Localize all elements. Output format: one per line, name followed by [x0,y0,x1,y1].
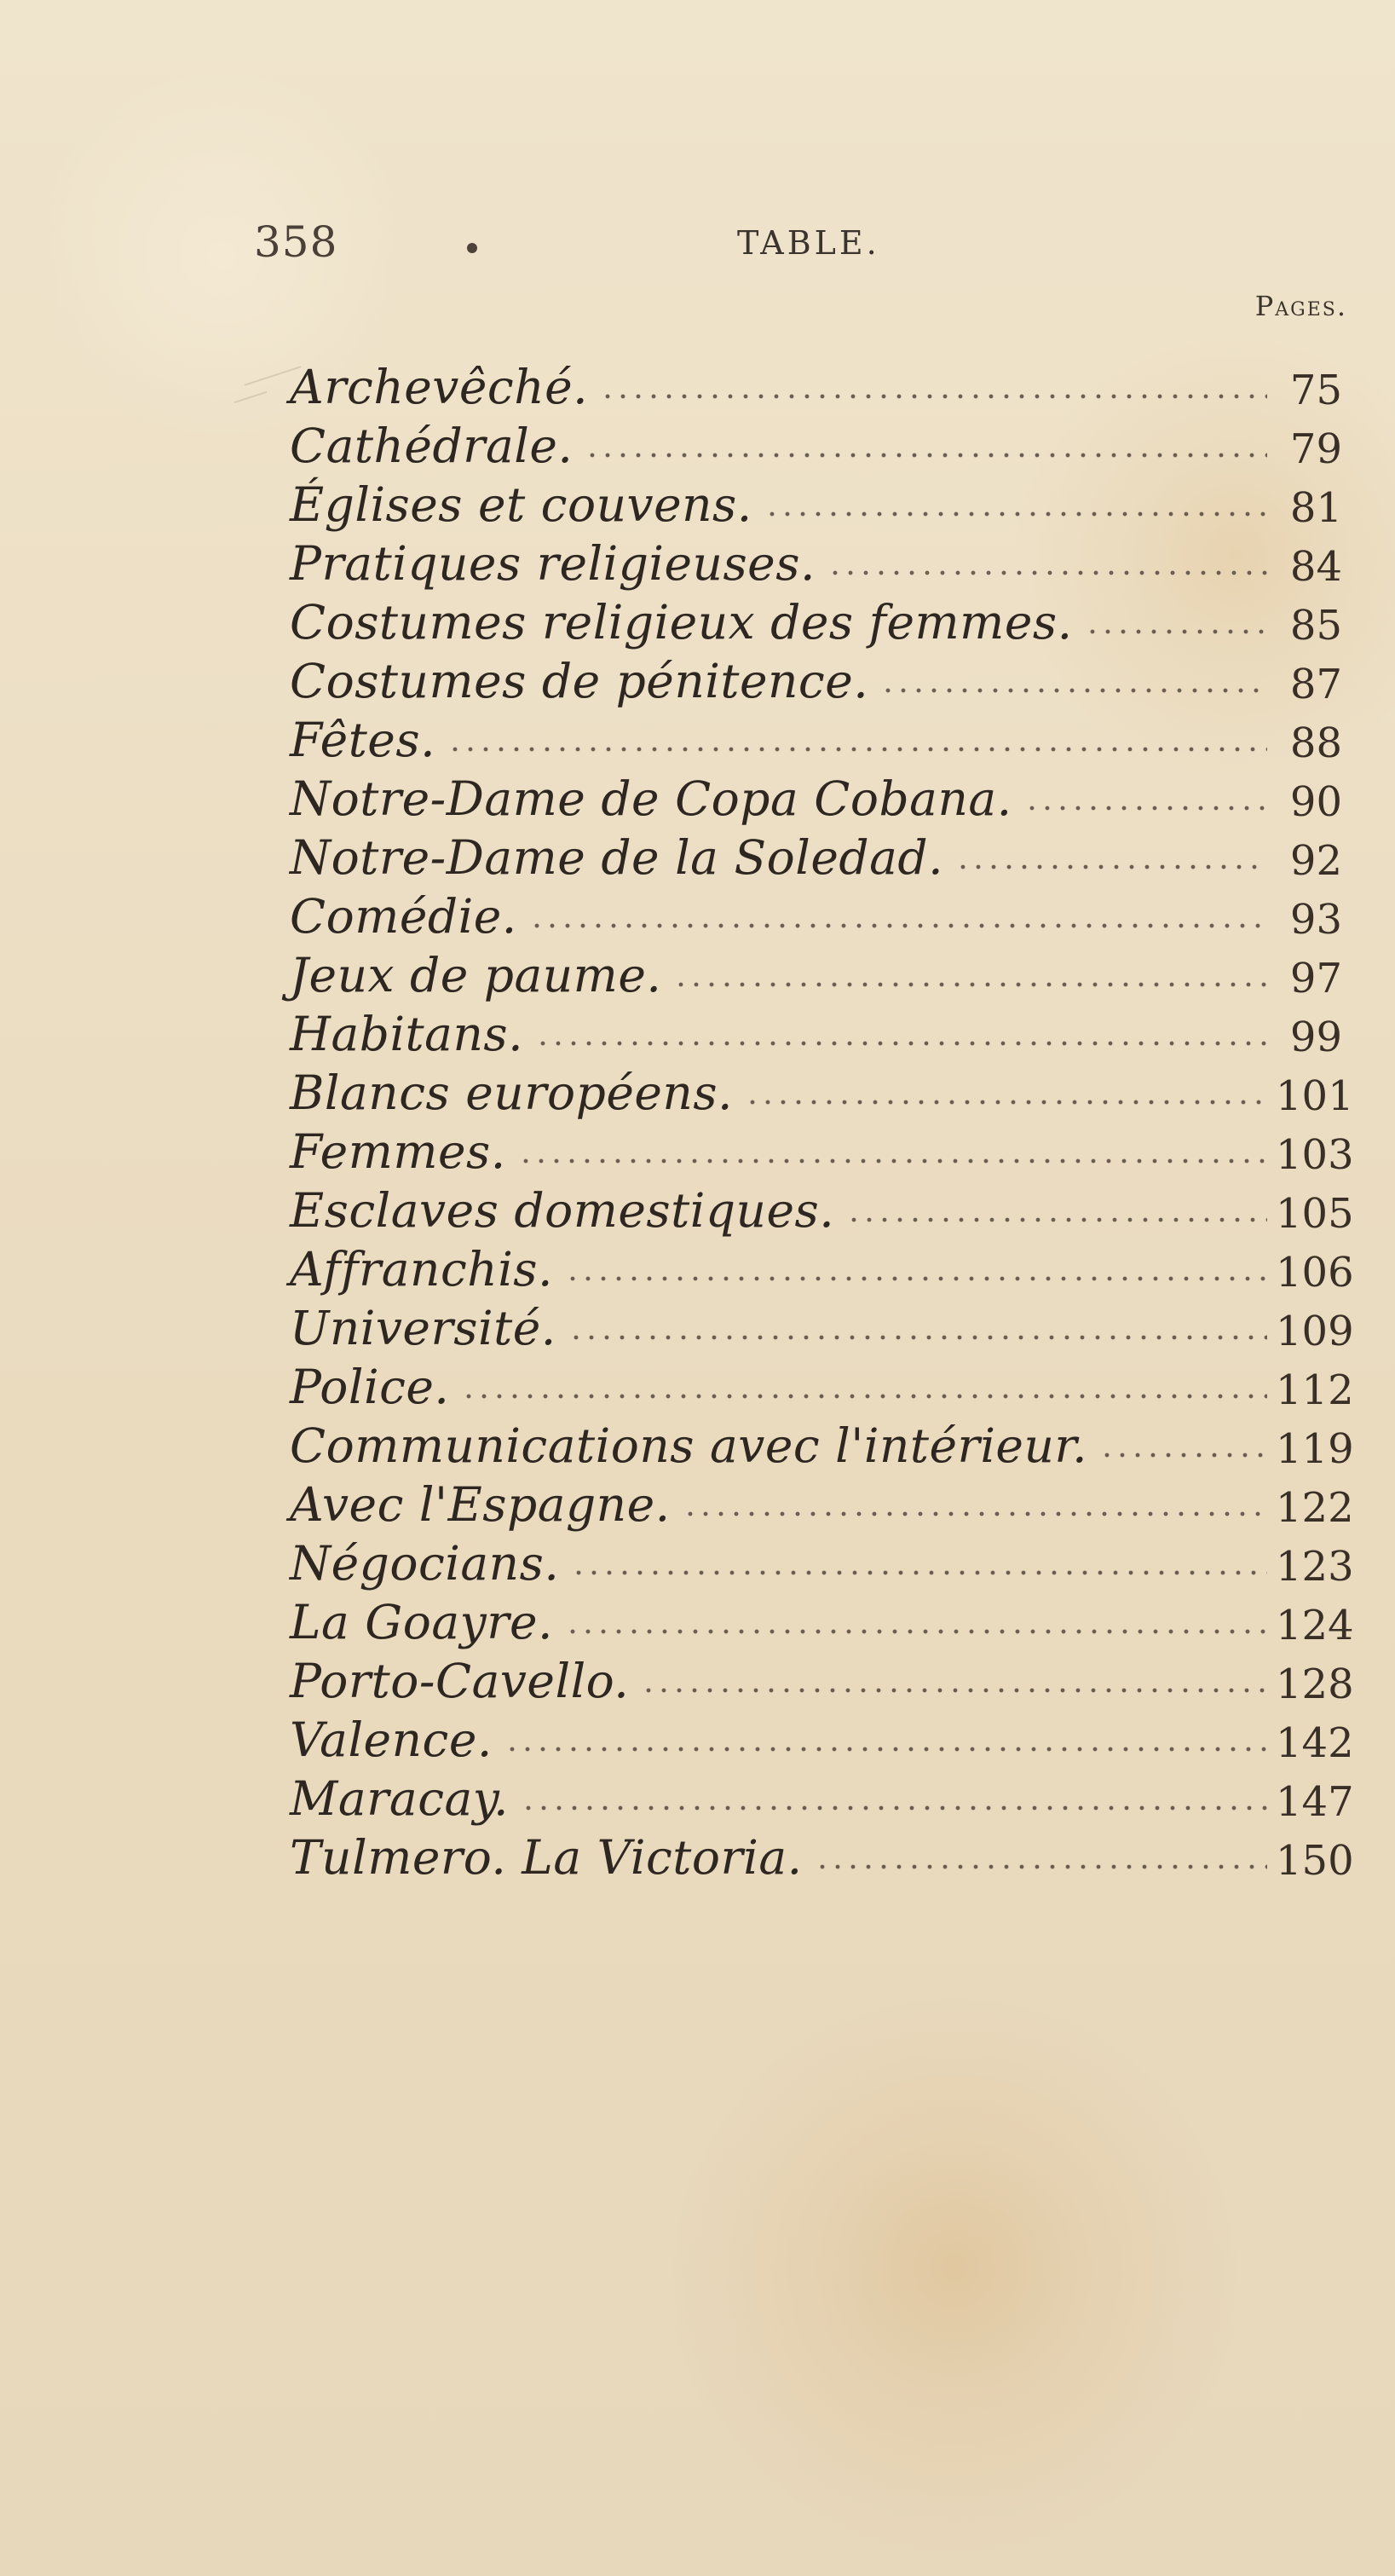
page-header [0,217,1395,286]
toc-entry-title: Négocians. [290,1536,560,1591]
toc-dot-leader [565,1624,1267,1639]
toc-entry-page: 142 [1276,1719,1354,1767]
toc-dot-leader [1099,1447,1267,1463]
toc-entry-page: 128 [1276,1661,1354,1708]
toc-entry-page: 103 [1276,1131,1354,1179]
toc-dot-leader [447,742,1267,757]
toc-entry-page: 147 [1276,1778,1354,1826]
toc-entry-title: Femmes. [290,1124,506,1179]
toc-entry-page: 112 [1276,1366,1354,1414]
toc-entry-page: 75 [1289,367,1342,414]
toc-entry [290,646,1342,708]
toc-entry-title: Affranchis. [290,1242,553,1297]
toc-entry [290,587,1342,650]
toc-entry [290,1646,1354,1708]
toc-entry-page: 124 [1276,1602,1354,1649]
toc-entry-title: Maracay. [290,1771,510,1826]
toc-entry [290,1117,1354,1179]
toc-dot-leader [641,1683,1267,1698]
toc-entry-page: 101 [1276,1072,1354,1120]
toc-entry-page: 84 [1289,543,1342,591]
toc-dot-leader [521,1800,1267,1816]
toc-entry-title: Communications avec l'intérieur. [290,1418,1088,1473]
toc-entry [290,940,1342,1002]
toc-entry-title: Habitans. [290,1007,524,1061]
toc-entry-title: Fêtes. [290,713,436,767]
running-head: TABLE. [737,224,880,262]
toc-entry [290,1822,1354,1885]
toc-entry [290,352,1342,414]
toc-dot-leader [565,1271,1267,1286]
toc-dot-leader [683,1506,1267,1522]
toc-entry-title: Police. [290,1360,450,1414]
toc-entry [290,1234,1354,1297]
toc-dot-leader [585,448,1267,463]
toc-dot-leader [815,1859,1267,1874]
toc-dot-leader [846,1212,1267,1227]
toc-entry-title: Avec l'Espagne. [290,1477,671,1532]
toc-entry [290,764,1342,826]
toc-entry-page: 97 [1289,955,1342,1002]
toc-dot-leader [600,389,1267,404]
faint-mark [234,391,268,403]
toc-entry-page: 109 [1276,1308,1354,1355]
toc-entry-title: Églises et couvens. [290,477,752,532]
toc-entry-page: 122 [1276,1484,1354,1532]
toc-entry-page: 105 [1276,1190,1354,1238]
toc-entry-title: Valence. [290,1713,493,1767]
toc-dot-leader [1024,800,1267,816]
page-number: 358 [254,217,338,267]
toc-entry-title: Archevêché. [290,360,589,414]
toc-entry-page: 93 [1289,896,1342,944]
toc-dot-leader [518,1153,1267,1169]
toc-entry [290,1411,1354,1473]
toc-entry [290,1587,1354,1649]
toc-entry [290,881,1342,944]
toc-dot-leader [764,506,1267,522]
toc-dot-leader [745,1095,1267,1110]
toc-entry-title: Université. [290,1301,556,1355]
toc-entry-title: Notre-Dame de la Soledad. [290,830,944,885]
toc-dot-leader [1085,624,1267,639]
toc-entry-title: Cathédrale. [290,419,574,473]
toc-entry-page: 81 [1289,484,1342,532]
toc-entry-title: Jeux de paume. [290,948,662,1002]
toc-entry [290,1352,1354,1414]
toc-dot-leader [673,977,1267,992]
toc-entry-page: 85 [1289,602,1342,650]
toc-entry-page: 88 [1289,719,1342,767]
toc-entry [290,1293,1354,1355]
toc-entry-title: Esclaves domestiques. [290,1183,835,1238]
toc-entry-title: Blancs européens. [290,1066,734,1120]
toc-entry-title: Porto-Cavello. [290,1654,630,1708]
toc-entry [290,411,1342,473]
toc-entry [290,1470,1354,1532]
toc-entry-page: 123 [1276,1543,1354,1591]
toc-entry-page: 150 [1276,1837,1354,1885]
toc-dot-leader [529,918,1267,933]
toc-entry-page: 119 [1276,1425,1354,1473]
header-dot-mark [467,243,477,253]
toc-entry-title: Notre-Dame de Copa Cobana. [290,771,1012,826]
toc-entry-page: 79 [1289,425,1342,473]
toc-dot-leader [827,565,1267,580]
toc-entry-title: Costumes religieux des femmes. [290,595,1073,650]
toc-entry [290,1528,1354,1591]
table-of-contents [290,352,1354,1885]
toc-entry [290,1058,1354,1120]
toc-entry-page: 99 [1289,1014,1342,1061]
toc-dot-leader [880,683,1267,698]
toc-entry-title: La Goayre. [290,1595,554,1649]
toc-entry-page: 90 [1289,778,1342,826]
toc-entry [290,1764,1354,1826]
toc-entry-title: Pratiques religieuses. [290,536,816,591]
toc-entry-page: 87 [1289,661,1342,708]
toc-entry-title: Tulmero. La Victoria. [290,1830,803,1885]
toc-entry [290,705,1342,767]
toc-entry [290,528,1342,591]
toc-dot-leader [461,1389,1267,1404]
pages-column-label: Pages. [1254,290,1347,322]
toc-entry [290,1705,1354,1767]
toc-dot-leader [568,1330,1267,1345]
toc-dot-leader [504,1741,1267,1757]
toc-dot-leader [535,1036,1267,1051]
toc-entry-page: 92 [1289,837,1342,885]
toc-dot-leader [571,1565,1267,1580]
toc-entry [290,999,1342,1061]
toc-dot-leader [955,859,1267,875]
toc-entry-title: Costumes de pénitence. [290,654,869,708]
toc-entry-title: Comédie. [290,889,517,944]
toc-entry [290,823,1342,885]
toc-entry-page: 106 [1276,1249,1354,1297]
toc-entry [290,470,1342,532]
toc-entry [290,1175,1354,1238]
